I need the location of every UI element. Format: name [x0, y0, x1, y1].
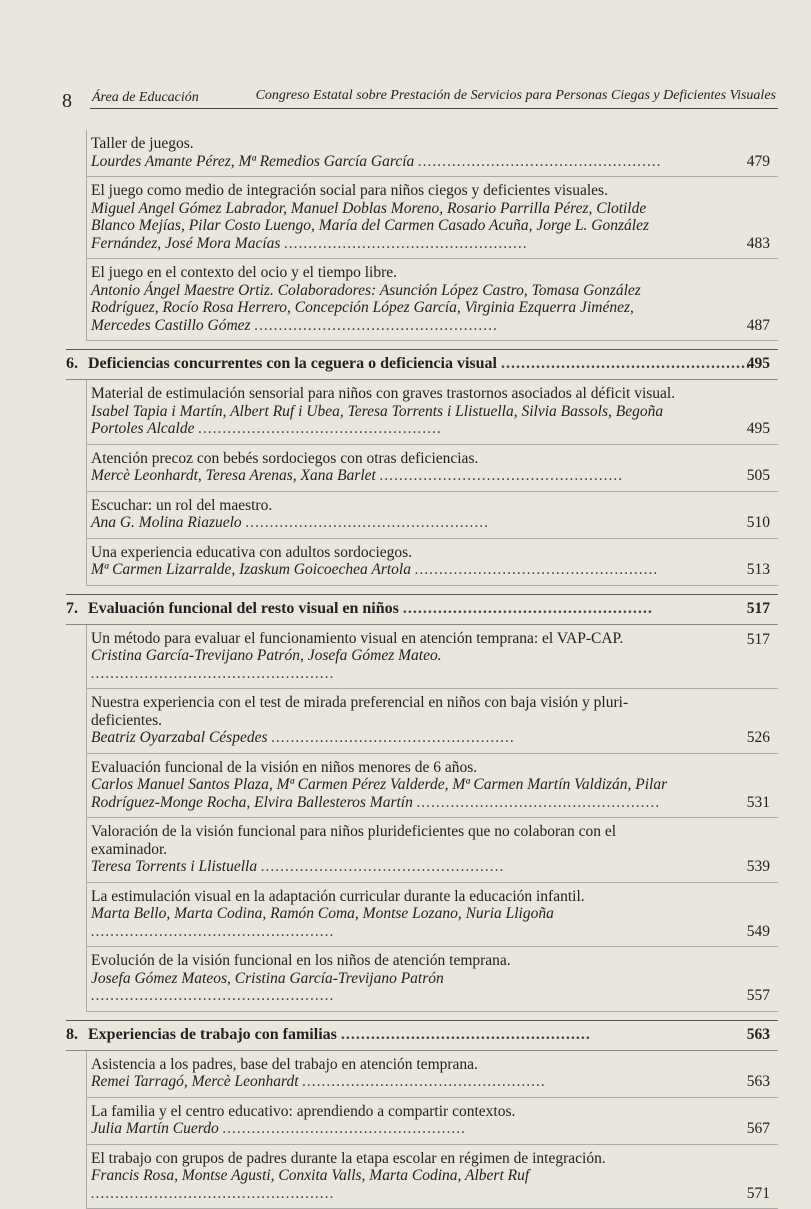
group-page-number: 495	[747, 354, 770, 374]
toc-entry	[87, 689, 778, 754]
entry-authors	[91, 858, 688, 876]
entry-authors	[91, 403, 688, 438]
entry-page-number: 549	[747, 923, 770, 941]
entry-authors-text: Ana G. Molina Riazuelo	[91, 514, 242, 531]
leader-dots: ..................................................	[271, 729, 515, 746]
entry-title: El juego como medio de integración social para niños ciegos y deficientes visuales.	[91, 182, 688, 200]
toc-group	[62, 349, 778, 586]
entry-authors	[91, 647, 688, 682]
table-of-contents	[62, 130, 778, 1209]
entry-authors-text: Teresa Torrents i Llistuella	[91, 858, 257, 875]
toc-entry	[87, 130, 778, 177]
entry-authors	[91, 776, 688, 811]
leader-dots: ..................................................	[198, 420, 442, 437]
entry-authors	[91, 153, 688, 171]
conference-title: Congreso Estatal sobre Prestación de Servicios para Personas Ciegas y Deficientes Visuales	[256, 88, 776, 104]
entry-page-number: 495	[747, 420, 770, 438]
entry-authors-text: Antonio Ángel Maestre Ortiz. Colaboradores: Asunción López Castro, Tomasa González Rodríguez, Rocío Rosa Herrero, Concepción López García, Virginia Ezquerra Jiménez, Mercedes Castillo Gómez	[91, 282, 641, 334]
entry-authors-text: Carlos Manuel Santos Plaza, Mª Carmen Pérez Valderde, Mª Carmen Martín Valdizán, Pilar Rodríguez-Monge Rocha, Elvira Ballesteros Martín	[91, 776, 667, 811]
entry-authors-text: Julia Martín Cuerdo	[91, 1120, 219, 1137]
toc-entry	[87, 539, 778, 586]
leader-dots: ..................................................	[223, 1120, 467, 1137]
leader-dots: ..................................................	[91, 1185, 335, 1202]
entry-page-number: 526	[747, 729, 770, 747]
entry-page-number: 563	[747, 1073, 770, 1091]
toc-entries	[86, 380, 778, 586]
entry-authors	[91, 467, 688, 485]
entry-authors	[91, 282, 688, 335]
header-rule	[90, 108, 778, 109]
entry-page-number: 483	[747, 235, 770, 253]
leader-dots: ..................................................	[91, 923, 335, 940]
toc-entry	[87, 1098, 778, 1145]
toc-entries	[86, 1051, 778, 1209]
toc-entry	[87, 754, 778, 819]
group-heading	[66, 1020, 778, 1051]
toc-entry	[87, 625, 778, 690]
leader-dots: ..................................................	[380, 467, 624, 484]
running-header	[62, 84, 778, 112]
leader-dots: ..................................................	[284, 235, 528, 252]
toc-entry	[87, 1051, 778, 1098]
group-heading	[66, 594, 778, 625]
group-title: Evaluación funcional del resto visual en niños	[88, 600, 399, 617]
entry-authors-text: Francis Rosa, Montse Agusti, Conxita Valls, Marta Codina, Albert Ruf	[91, 1167, 529, 1184]
entry-page-number: 557	[747, 987, 770, 1005]
leader-dots: ..................................................	[403, 600, 653, 617]
entry-authors	[91, 970, 688, 1005]
entry-authors-text: Miguel Angel Gómez Labrador, Manuel Doblas Moreno, Rosario Parrilla Pérez, Clotilde Blanco Mejías, Pilar Costo Luengo, María del Carmen Casado Acuña, Jorge L. González Fernández, José Mora Macías	[91, 200, 649, 252]
entry-authors-text: Isabel Tapia i Martín, Albert Ruf i Ubea, Teresa Torrents i Llistuella, Silvia Bassols, Begoña Portoles Alcalde	[91, 403, 663, 438]
entry-page-number: 479	[747, 153, 770, 171]
group-number: 6.	[66, 354, 88, 374]
leader-dots: ..................................................	[417, 794, 661, 811]
entry-authors	[91, 1073, 688, 1091]
leader-dots: ..................................................	[302, 1073, 546, 1090]
toc-entry	[87, 445, 778, 492]
leader-dots: ..................................................	[418, 153, 662, 170]
entry-authors	[91, 561, 688, 579]
leader-dots: ..................................................	[246, 514, 490, 531]
toc-entry	[87, 883, 778, 948]
entry-title: Evolución de la visión funcional en los niños de atención temprana.	[91, 952, 688, 970]
leader-dots: ..................................................	[261, 858, 505, 875]
entry-title: El trabajo con grupos de padres durante la etapa escolar en régimen de integración.	[91, 1150, 688, 1168]
entry-authors-text: Beatriz Oyarzabal Céspedes	[91, 729, 268, 746]
toc-group-intro	[62, 130, 778, 341]
group-number: 7.	[66, 599, 88, 619]
entry-authors-text: Josefa Gómez Mateos, Cristina García-Trevijano Patrón	[91, 970, 444, 987]
toc-entry	[87, 1145, 778, 1209]
entry-authors	[91, 905, 688, 940]
entry-title: Escuchar: un rol del maestro.	[91, 497, 688, 515]
toc-entry	[87, 492, 778, 539]
entry-authors-text: Mercè Leonhardt, Teresa Arenas, Xana Barlet	[91, 467, 376, 484]
entry-title: Nuestra experiencia con el test de mirada preferencial en niños con baja visión y pluri-deficientes.	[91, 694, 688, 729]
entry-authors-text: Mª Carmen Lizarralde, Izaskum Goicoechea Artola	[91, 561, 411, 578]
entry-title: El juego en el contexto del ocio y el tiempo libre.	[91, 264, 688, 282]
entry-page-number: 539	[747, 858, 770, 876]
group-heading	[66, 349, 778, 380]
leader-dots: ..................................................	[501, 355, 751, 372]
toc-entry	[87, 380, 778, 445]
toc-entries	[86, 130, 778, 341]
entry-page-number: 531	[747, 794, 770, 812]
group-title: Experiencias de trabajo con familias	[88, 1026, 337, 1043]
section-name: Área de Educación	[92, 90, 199, 106]
entry-page-number: 513	[747, 561, 770, 579]
entry-authors	[91, 514, 688, 532]
entry-title: La familia y el centro educativo: aprendiendo a compartir contextos.	[91, 1103, 688, 1121]
entry-title: La estimulación visual en la adaptación curricular durante la educación infantil.	[91, 888, 688, 906]
entry-title: Material de estimulación sensorial para niños con graves trastornos asociados al déficit visual.	[91, 385, 688, 403]
leader-dots: ..................................................	[91, 665, 335, 682]
toc-entry	[87, 259, 778, 341]
entry-authors-text: Lourdes Amante Pérez, Mª Remedios García García	[91, 153, 414, 170]
entry-title: Un método para evaluar el funcionamiento visual en atención temprana: el VAP-CAP.	[91, 630, 688, 648]
entry-authors-text: Remei Tarragó, Mercè Leonhardt	[91, 1073, 299, 1090]
entry-authors-text: Cristina García-Trevijano Patrón, Josefa Gómez Mateo.	[91, 647, 442, 664]
toc-entry	[87, 947, 778, 1012]
entry-authors-text: Marta Bello, Marta Codina, Ramón Coma, Montse Lozano, Nuria Lligoña	[91, 905, 554, 922]
leader-dots: ..................................................	[341, 1026, 591, 1043]
entry-authors	[91, 200, 688, 253]
toc-group	[62, 594, 778, 1012]
toc-entry	[87, 818, 778, 883]
entry-title: Valoración de la visión funcional para niños plurideficientes que no colaboran con el examinador.	[91, 823, 688, 858]
entry-title: Taller de juegos.	[91, 135, 688, 153]
toc-entry	[87, 177, 778, 259]
leader-dots: ..................................................	[254, 317, 498, 334]
toc-group	[62, 1020, 778, 1209]
entry-title: Asistencia a los padres, base del trabajo en atención temprana.	[91, 1056, 688, 1074]
group-page-number: 517	[747, 599, 770, 619]
entry-page-number: 571	[747, 1185, 770, 1203]
entry-page-number: 487	[747, 317, 770, 335]
entry-title: Evaluación funcional de la visión en niños menores de 6 años.	[91, 759, 688, 777]
entry-page-number: 510	[747, 514, 770, 532]
leader-dots: ..................................................	[415, 561, 659, 578]
entry-authors	[91, 1167, 688, 1202]
page-number: 8	[62, 90, 72, 113]
entry-title: Una experiencia educativa con adultos sordociegos.	[91, 544, 688, 562]
group-page-number: 563	[747, 1025, 770, 1045]
entry-authors	[91, 1120, 688, 1138]
toc-entries	[86, 625, 778, 1012]
entry-page-number: 505	[747, 467, 770, 485]
entry-page-number: 517	[747, 631, 770, 649]
entry-authors	[91, 729, 688, 747]
group-number: 8.	[66, 1025, 88, 1045]
leader-dots: ..................................................	[91, 987, 335, 1004]
entry-page-number: 567	[747, 1120, 770, 1138]
entry-title: Atención precoz con bebés sordociegos con otras deficiencias.	[91, 450, 688, 468]
group-title: Deficiencias concurrentes con la ceguera o deficiencia visual	[88, 355, 497, 372]
